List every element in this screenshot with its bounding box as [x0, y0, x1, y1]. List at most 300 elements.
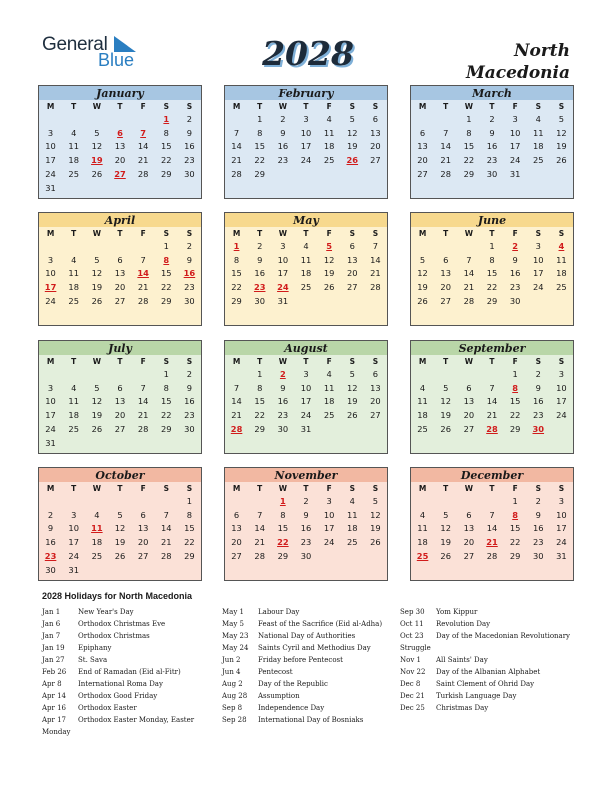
day-cell: 1: [186, 495, 193, 506]
day-cell: 30: [300, 551, 312, 562]
day-cell: 26: [91, 169, 103, 180]
day-cell: 16: [45, 537, 56, 548]
day-cell: 27: [463, 424, 475, 435]
day-cell: 28: [463, 296, 475, 307]
day-cell: 20: [137, 537, 149, 548]
weekday-header: W: [278, 356, 287, 366]
day-cell: 29: [509, 551, 521, 562]
day-cell: 25: [346, 537, 358, 548]
holiday-item: [42, 654, 202, 666]
day-cell: 1: [512, 368, 518, 379]
holiday-date: Jun 4: [222, 668, 241, 676]
holiday-date: Oct 23: [400, 632, 424, 640]
day-cell: 3: [280, 240, 286, 251]
day-cell: 21: [463, 282, 475, 293]
weekday-header: T: [71, 101, 77, 111]
month-table: [225, 482, 387, 563]
weekday-header: W: [464, 356, 473, 366]
day-cell: 25: [68, 296, 79, 307]
day-cell: 22: [254, 155, 265, 166]
day-cell: 7: [257, 509, 263, 520]
month-table: [39, 482, 201, 577]
weekday-header: T: [443, 483, 449, 493]
day-cell: 29: [254, 424, 265, 435]
day-cell: 16: [300, 523, 312, 534]
day-cell: 21: [137, 282, 149, 293]
day-cell: 23: [184, 155, 195, 166]
day-cell: 12: [440, 523, 451, 534]
day-cell: 24: [532, 282, 544, 293]
holiday-name: St. Sava: [78, 656, 108, 664]
day-cell: 8: [257, 382, 263, 393]
day-cell: 30: [45, 564, 56, 575]
holiday-name: All Saints' Day: [436, 656, 488, 664]
day-cell: 24: [300, 410, 312, 421]
day-cell: 20: [114, 282, 126, 293]
empty-cell: [39, 239, 62, 253]
day-cell: 23: [277, 410, 289, 421]
day-cell: 2: [47, 509, 54, 520]
empty-cell: [480, 494, 503, 508]
holiday-name: Yom Kippur: [436, 608, 478, 616]
empty-cell: [155, 494, 178, 508]
day-cell: 2: [186, 240, 193, 251]
weekday-header: F: [326, 228, 332, 238]
weekday-header: T: [489, 228, 495, 238]
day-cell: 22: [277, 537, 289, 548]
empty-cell: [178, 181, 201, 195]
holiday-name: International Roma Day: [78, 680, 163, 688]
weekday-header: M: [418, 228, 427, 238]
month-march: [410, 85, 574, 199]
day-cell: 8: [466, 127, 472, 138]
holiday-date: Jan 19: [42, 644, 65, 652]
day-cell: 2: [489, 113, 495, 124]
day-cell: 2: [303, 495, 309, 506]
holiday-item: [42, 642, 202, 654]
weekday-header: F: [326, 356, 332, 366]
empty-cell: [225, 494, 248, 508]
day-cell: 21: [486, 410, 498, 421]
day-cell: 6: [372, 368, 379, 379]
empty-cell: [85, 367, 108, 381]
day-cell: 6: [466, 382, 472, 393]
country-title: [466, 40, 570, 84]
day-cell: 14: [231, 396, 242, 407]
weekday-header: S: [186, 356, 193, 366]
country-line-1: North: [513, 41, 570, 61]
day-cell: 24: [556, 537, 567, 548]
holiday-date: Sep 30: [400, 608, 425, 616]
empty-cell: [155, 436, 178, 450]
day-cell: 18: [532, 141, 544, 152]
weekday-header: T: [71, 483, 77, 493]
day-cell: 10: [45, 396, 56, 407]
month-title: February: [225, 86, 387, 100]
day-cell: 29: [254, 169, 265, 180]
day-cell: 28: [231, 169, 242, 180]
weekday-header: M: [418, 356, 427, 366]
holiday-date: Sep 28: [222, 716, 247, 724]
day-cell: 3: [558, 495, 565, 506]
day-cell: 31: [45, 182, 56, 193]
day-cell: 1: [257, 113, 263, 124]
holiday-name: Assumption: [258, 692, 300, 700]
holiday-item: [222, 642, 392, 654]
empty-cell: [550, 422, 573, 436]
day-cell: 24: [45, 296, 56, 307]
empty-cell: [364, 167, 387, 181]
empty-cell: [132, 494, 155, 508]
day-cell: 3: [47, 127, 54, 138]
weekday-header: T: [303, 101, 309, 111]
weekday-header: F: [512, 228, 518, 238]
day-cell: 25: [532, 155, 544, 166]
day-cell: 26: [346, 155, 359, 166]
weekday-header: T: [443, 228, 449, 238]
weekday-header: S: [163, 356, 169, 366]
day-cell: 11: [556, 254, 567, 265]
holiday-date: Aug 28: [222, 692, 248, 700]
day-cell: 14: [160, 523, 172, 534]
day-cell: 12: [323, 254, 335, 265]
day-cell: 30: [486, 169, 498, 180]
day-cell: 30: [532, 551, 544, 562]
month-june: [410, 212, 574, 326]
empty-cell: [108, 181, 131, 195]
day-cell: 24: [45, 424, 56, 435]
day-cell: 24: [323, 537, 335, 548]
holiday-date: Dec 8: [400, 680, 421, 688]
empty-cell: [434, 112, 457, 126]
day-cell: 7: [489, 382, 495, 393]
empty-cell: [108, 494, 131, 508]
day-cell: 26: [91, 296, 103, 307]
empty-cell: [411, 367, 434, 381]
weekday-header: S: [535, 483, 541, 493]
day-cell: 13: [370, 127, 381, 138]
day-cell: 21: [370, 268, 381, 279]
month-december: [410, 467, 574, 581]
day-cell: 4: [558, 240, 565, 251]
holiday-name: Day of the Republic: [258, 680, 328, 688]
holiday-item: [222, 678, 392, 690]
day-cell: 29: [160, 169, 172, 180]
weekday-header: T: [257, 483, 263, 493]
month-table: [411, 355, 573, 436]
weekday-header: M: [46, 101, 55, 111]
day-cell: 31: [300, 424, 312, 435]
day-cell: 15: [486, 268, 498, 279]
day-cell: 4: [419, 382, 426, 393]
weekday-header: F: [140, 101, 146, 111]
day-cell: 30: [277, 424, 289, 435]
day-cell: 10: [300, 382, 312, 393]
day-cell: 3: [326, 495, 332, 506]
day-cell: 12: [370, 509, 381, 520]
day-cell: 7: [466, 254, 472, 265]
weekday-header: S: [186, 483, 193, 493]
month-title: December: [411, 468, 573, 482]
day-cell: 2: [535, 495, 541, 506]
holiday-item: [222, 690, 392, 702]
day-cell: 15: [231, 268, 242, 279]
empty-cell: [318, 294, 341, 308]
day-cell: 19: [346, 396, 358, 407]
holiday-date: Apr 17: [42, 716, 67, 724]
day-cell: 5: [349, 113, 355, 124]
empty-cell: [62, 367, 85, 381]
holiday-item: [400, 630, 572, 654]
day-cell: 26: [370, 537, 381, 548]
empty-cell: [39, 112, 62, 126]
day-cell: 22: [231, 282, 242, 293]
day-cell: 3: [512, 113, 518, 124]
empty-cell: [294, 167, 317, 181]
day-cell: 9: [257, 254, 263, 265]
day-cell: 5: [326, 240, 333, 251]
day-cell: 28: [370, 282, 381, 293]
day-cell: 12: [91, 268, 103, 279]
weekday-header: W: [278, 483, 287, 493]
day-cell: 22: [486, 282, 498, 293]
day-cell: 10: [556, 382, 567, 393]
holiday-item: [42, 678, 202, 690]
day-cell: 28: [440, 169, 451, 180]
day-cell: 31: [68, 564, 79, 575]
day-cell: 8: [233, 254, 240, 265]
weekday-header: S: [349, 483, 355, 493]
day-cell: 2: [512, 240, 519, 251]
day-cell: 26: [323, 282, 335, 293]
day-cell: 15: [509, 523, 521, 534]
month-table: [411, 100, 573, 181]
weekday-header: S: [372, 101, 379, 111]
weekday-header: T: [71, 356, 77, 366]
day-cell: 7: [140, 127, 147, 138]
weekday-header: S: [558, 228, 565, 238]
day-cell: 20: [231, 537, 242, 548]
day-cell: 11: [532, 127, 544, 138]
day-cell: 12: [346, 127, 358, 138]
day-cell: 15: [509, 396, 521, 407]
day-cell: 29: [509, 424, 521, 435]
empty-cell: [294, 294, 317, 308]
day-cell: 5: [94, 254, 100, 265]
day-cell: 9: [186, 382, 193, 393]
brand-logo: [42, 34, 142, 70]
day-cell: 15: [254, 396, 265, 407]
day-cell: 1: [233, 240, 240, 251]
day-cell: 14: [440, 141, 451, 152]
holiday-item: [222, 606, 392, 618]
weekday-header: T: [257, 356, 263, 366]
weekday-header: M: [46, 228, 55, 238]
day-cell: 22: [254, 410, 265, 421]
day-cell: 20: [463, 537, 475, 548]
day-cell: 27: [370, 155, 381, 166]
day-cell: 30: [532, 424, 545, 435]
day-cell: 16: [532, 523, 544, 534]
day-cell: 19: [440, 410, 451, 421]
day-cell: 20: [114, 410, 126, 421]
day-cell: 25: [68, 424, 79, 435]
day-cell: 19: [91, 282, 103, 293]
holiday-name: Independence Day: [258, 704, 325, 712]
month-title: September: [411, 341, 573, 355]
weekday-header: S: [349, 356, 355, 366]
day-cell: 22: [160, 410, 172, 421]
day-cell: 21: [231, 155, 242, 166]
day-cell: 23: [509, 282, 521, 293]
day-cell: 9: [535, 382, 541, 393]
day-cell: 5: [117, 509, 123, 520]
day-cell: 9: [186, 254, 193, 265]
holiday-date: May 1: [222, 608, 244, 616]
holiday-name: Orthodox Good Friday: [78, 692, 158, 700]
holiday-item: [42, 702, 202, 714]
empty-cell: [550, 167, 573, 181]
day-cell: 6: [233, 509, 240, 520]
day-cell: 21: [440, 155, 451, 166]
day-cell: 14: [231, 141, 242, 152]
day-cell: 21: [231, 410, 242, 421]
empty-cell: [62, 436, 85, 450]
day-cell: 5: [443, 509, 449, 520]
day-cell: 28: [137, 169, 149, 180]
month-title: January: [39, 86, 201, 100]
holiday-date: Jun 2: [222, 656, 241, 664]
holiday-item: [42, 618, 202, 630]
weekday-header: F: [326, 483, 332, 493]
day-cell: 9: [186, 127, 193, 138]
day-cell: 16: [184, 141, 195, 152]
empty-cell: [85, 239, 108, 253]
day-cell: 19: [417, 282, 428, 293]
month-title: March: [411, 86, 573, 100]
day-cell: 6: [372, 113, 379, 124]
day-cell: 15: [184, 523, 195, 534]
day-cell: 2: [257, 240, 263, 251]
weekday-header: S: [535, 356, 541, 366]
empty-cell: [341, 422, 364, 436]
day-cell: 13: [463, 396, 475, 407]
day-cell: 25: [416, 551, 429, 562]
holiday-date: Nov 22: [400, 668, 426, 676]
day-cell: 25: [91, 551, 103, 562]
day-cell: 11: [417, 396, 428, 407]
weekday-header: T: [303, 228, 309, 238]
empty-cell: [132, 563, 155, 577]
day-cell: 18: [323, 396, 335, 407]
day-cell: 10: [532, 254, 544, 265]
day-cell: 14: [486, 396, 498, 407]
day-cell: 10: [45, 141, 56, 152]
day-cell: 15: [160, 396, 172, 407]
weekday-header: F: [326, 101, 332, 111]
day-cell: 1: [163, 240, 169, 251]
month-october: [38, 467, 202, 581]
empty-cell: [132, 112, 155, 126]
day-cell: 27: [137, 551, 149, 562]
weekday-header: M: [232, 483, 241, 493]
empty-cell: [318, 549, 341, 563]
day-cell: 23: [277, 155, 289, 166]
month-title: April: [39, 213, 201, 227]
empty-cell: [318, 167, 341, 181]
day-cell: 17: [300, 396, 312, 407]
holiday-date: Dec 21: [400, 692, 425, 700]
day-cell: 14: [137, 396, 149, 407]
day-cell: 1: [512, 495, 518, 506]
day-cell: 8: [512, 382, 519, 393]
month-table: [39, 227, 201, 308]
day-cell: 11: [346, 509, 358, 520]
day-cell: 1: [279, 495, 286, 506]
day-cell: 22: [160, 282, 172, 293]
holiday-date: Apr 8: [42, 680, 62, 688]
month-table: [225, 100, 387, 181]
day-cell: 4: [535, 113, 541, 124]
day-cell: 7: [443, 127, 449, 138]
day-cell: 21: [137, 155, 149, 166]
holiday-name: Orthodox Christmas: [78, 632, 150, 640]
day-cell: 23: [486, 155, 498, 166]
day-cell: 19: [91, 155, 103, 166]
day-cell: 18: [68, 410, 79, 421]
day-cell: 25: [323, 410, 335, 421]
month-january: [38, 85, 202, 199]
holiday-date: Jan 7: [42, 632, 61, 640]
day-cell: 27: [114, 169, 126, 180]
empty-cell: [85, 563, 108, 577]
day-cell: 7: [140, 382, 146, 393]
weekday-header: S: [349, 228, 355, 238]
holiday-item: [400, 654, 572, 666]
day-cell: 25: [68, 169, 79, 180]
day-cell: 3: [71, 509, 77, 520]
weekday-header: W: [92, 228, 101, 238]
day-cell: 18: [346, 523, 358, 534]
day-cell: 7: [372, 240, 379, 251]
day-cell: 1: [163, 368, 169, 379]
holiday-column-2: [222, 606, 392, 726]
day-cell: 11: [417, 523, 428, 534]
holiday-item: [400, 678, 572, 690]
day-cell: 8: [163, 382, 169, 393]
weekday-header: S: [558, 101, 565, 111]
holiday-date: Aug 2: [222, 680, 243, 688]
weekday-header: F: [140, 483, 146, 493]
holiday-name: Orthodox Easter: [78, 704, 137, 712]
day-cell: 16: [532, 396, 544, 407]
weekday-header: S: [372, 483, 379, 493]
holiday-name: Day of the Macedonian Revolutionary Struggle: [400, 632, 571, 652]
day-cell: 24: [556, 410, 567, 421]
day-cell: 7: [233, 382, 240, 393]
day-cell: 27: [114, 424, 126, 435]
day-cell: 6: [140, 509, 146, 520]
day-cell: 21: [137, 410, 149, 421]
empty-cell: [434, 494, 457, 508]
day-cell: 21: [486, 537, 498, 548]
logo-word-blue: Blue: [98, 50, 135, 70]
empty-cell: [132, 367, 155, 381]
holiday-item: [42, 606, 202, 618]
weekday-header: W: [92, 101, 101, 111]
day-cell: 4: [419, 509, 426, 520]
day-cell: 27: [463, 551, 475, 562]
